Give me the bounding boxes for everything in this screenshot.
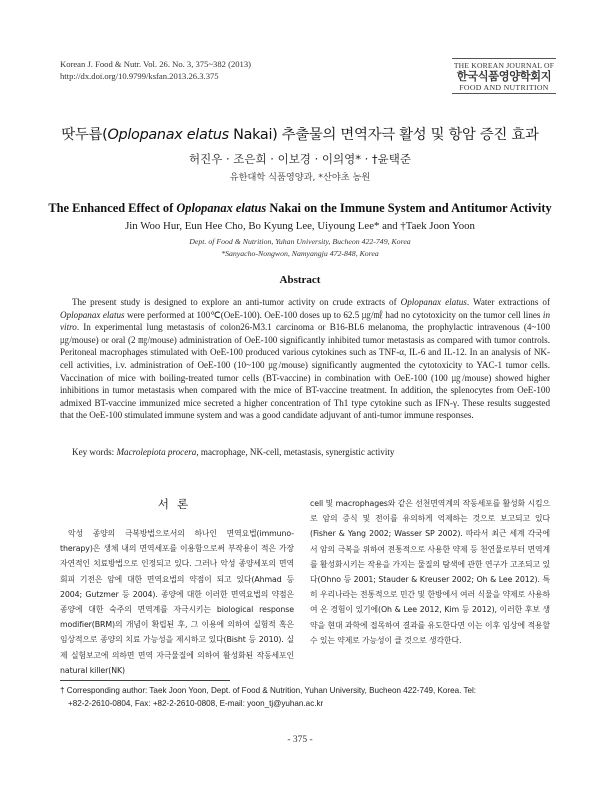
korean-title-suffix: Nakai) 추출물의 면역자극 활성 및 항암 증진 효과: [228, 127, 539, 143]
left-column: [60, 496, 294, 678]
logo-english-top: THE KOREAN JOURNAL OF: [453, 61, 555, 70]
page-number: - 375 -: [287, 735, 313, 745]
keywords-species: Macrolepiota procera: [116, 447, 197, 457]
korean-affiliation: 유한대학 식품영양과, *산야초 농원: [229, 172, 371, 183]
corresponding-author-footnote: [60, 685, 550, 710]
introduction-right-text: cell 및 macrophages와 같은 선천면역계의 작동세포를 활성화 시킴으로 암의 증식 및 전이를 유의하게 억제하는 것으로 보고되고 있다(Fisher & Yang 2002; Wasser SP 2002). 따라서 최근 세계 각국에서 암의 극복을 위하여 전통적으로 사용한 약제 등 천연물로부터 면역계를 활성화시키는 작용을 가지는 물질의 탐색에 관한 연구가 고조되고 있다(Ohno 등 2001; Stauder & Kreuser 2002; Oh & Lee 2012). 특히 우리나라는 전통적으로 민간 및 한방에서 여러 식물을 약제로 사용하여 온 경험이 있기에(Oh & Lee 2012, Kim 등 2012), 이러한 후보 생약을 현대 과학에 접목하여 결과를 유도한다면 이는 이후 임상에 적용할 수 있는 약제로 가능성이 클 것으로 생각한다.: [310, 499, 550, 645]
abstract-body: The present study is designed to explore an anti-tumor activity on crude extracts of Oplopanax elatus. Water extractions of Oplopanax elatus were performed at 100℃(OeE-100). OeE-100 doses up to 62.5 ㎍/㎖ had no cytotoxicity on the tumor cell lines in vitro. In experimental lung metastasis of colon26-M3.1 carcinoma or B16-BL6 melanoma, the prophylactic intravenous (4~100 ㎍/mouse) or oral (2 ㎎/mouse) administration of OeE-100 significantly inhibited tumor metastasis as compared with tumor controls. Peritoneal macrophages stimulated with OeE-100 produced various cytokines such as TNF-α, IL-6 and IL-12. In an analysis of NK-cell activities, i.v. administration of OeE-100 (10~100 ㎍/mouse) significantly augmented the cytotoxicity to YAC-1 tumor cells. Vaccination of mice with boiling-treated tumor cells (BT-vaccine) in combination with OeE-100 (100 ㎍/mouse) showed higher inhibitions in tumor metastasis when compared with the mice of BT-vaccine treatment. In addition, the splenocytes from OeE-100 admixed BT-vaccine immunized mice secreted a higher concentration of Th1 type cytokine such as IFN-γ. These results suggested that the OeE-100 stimulated immune system and was a good candidate adjuvant of anti-tumor immune responses.: [60, 297, 550, 421]
english-title-species: Oplopanax elatus: [176, 201, 267, 215]
keywords-line: [60, 447, 550, 457]
keywords-label: Key words:: [72, 447, 117, 457]
korean-title-species: Oplopanax elatus: [107, 127, 229, 143]
english-title-prefix: The Enhanced Effect of: [48, 201, 177, 215]
keywords-rest: , macrophage, NK-cell, metastasis, synergistic activity: [196, 447, 395, 457]
korean-title: [0, 123, 600, 144]
journal-citation-block: [60, 59, 251, 82]
english-title-suffix: Nakai on the Immune System and Antitumor Activity: [266, 201, 552, 215]
english-authors: Jin Woo Hur, Eun Hee Cho, Bo Kyung Lee, Uiyoung Lee* and †Taek Joon Yoon: [125, 220, 475, 232]
korean-authors: 허진우 · 조은희 · 이보경 · 이의영* · †윤택준: [189, 152, 411, 166]
right-column: [310, 496, 550, 648]
english-department: Dept. of Food & Nutrition, Yuhan University, Bucheon 422-749, Korea: [189, 237, 411, 246]
logo-korean-name: 한국식품영양학회지: [456, 70, 552, 83]
journal-logo: [452, 58, 556, 94]
footnote-line-1: † Corresponding author: Taek Joon Yoon, Dept. of Food & Nutrition, Yuhan University, Bucheon 422-749, Korea. Tel:: [60, 686, 477, 695]
english-second-affiliation: *Sanyacho-Nongwon, Namyangju 472-848, Korea: [221, 249, 379, 258]
english-title: [0, 201, 600, 216]
introduction-left-text: 악성 종양의 극복방법으로서의 하나인 면역요법(immuno-therapy)은 생체 내의 면역세포를 이용함으로써 부작용이 적은 가장 자연적인 치료방법으로 인정되고 있다. 그러나 악성 종양세포의 면역회피 기전은 암에 대한 면역요법의 약점이 되고 있다(Ahmad 등 2004; Gutzmer 등 2004). 종양에 대한 이러한 면역요법의 약점은 종양에 대한 숙주의 면역계를 자극시키는 biological response modifier(BRM)의 개념이 확립된 후, 그 이용에 의하여 실험적 혹은 임상적으로 종양의 치료 가능성을 제시하고 있다(Bisht 등 2010). 실제 실험보고에 의하면 면역 자극물질에 의하여 활성화된 작동세포인 natural killer(NK): [60, 529, 294, 675]
footnote-rule: [60, 680, 230, 681]
logo-english-bottom: FOOD AND NUTRITION: [452, 83, 556, 94]
journal-citation: Korean J. Food & Nutr. Vol. 26. No. 3, 375~382 (2013): [60, 59, 252, 69]
abstract-heading: Abstract: [279, 274, 321, 286]
doi-link[interactable]: http://dx.doi.org/10.9799/ksfan.2013.26.3.375: [60, 70, 219, 81]
introduction-heading: 서론: [157, 497, 197, 511]
korean-title-prefix: 땃두릅(: [61, 127, 108, 143]
footnote-line-2: +82-2-2610-0804, Fax: +82-2-2610-0808, E-mail: yoon_tj@yuhan.ac.kr: [68, 698, 324, 708]
